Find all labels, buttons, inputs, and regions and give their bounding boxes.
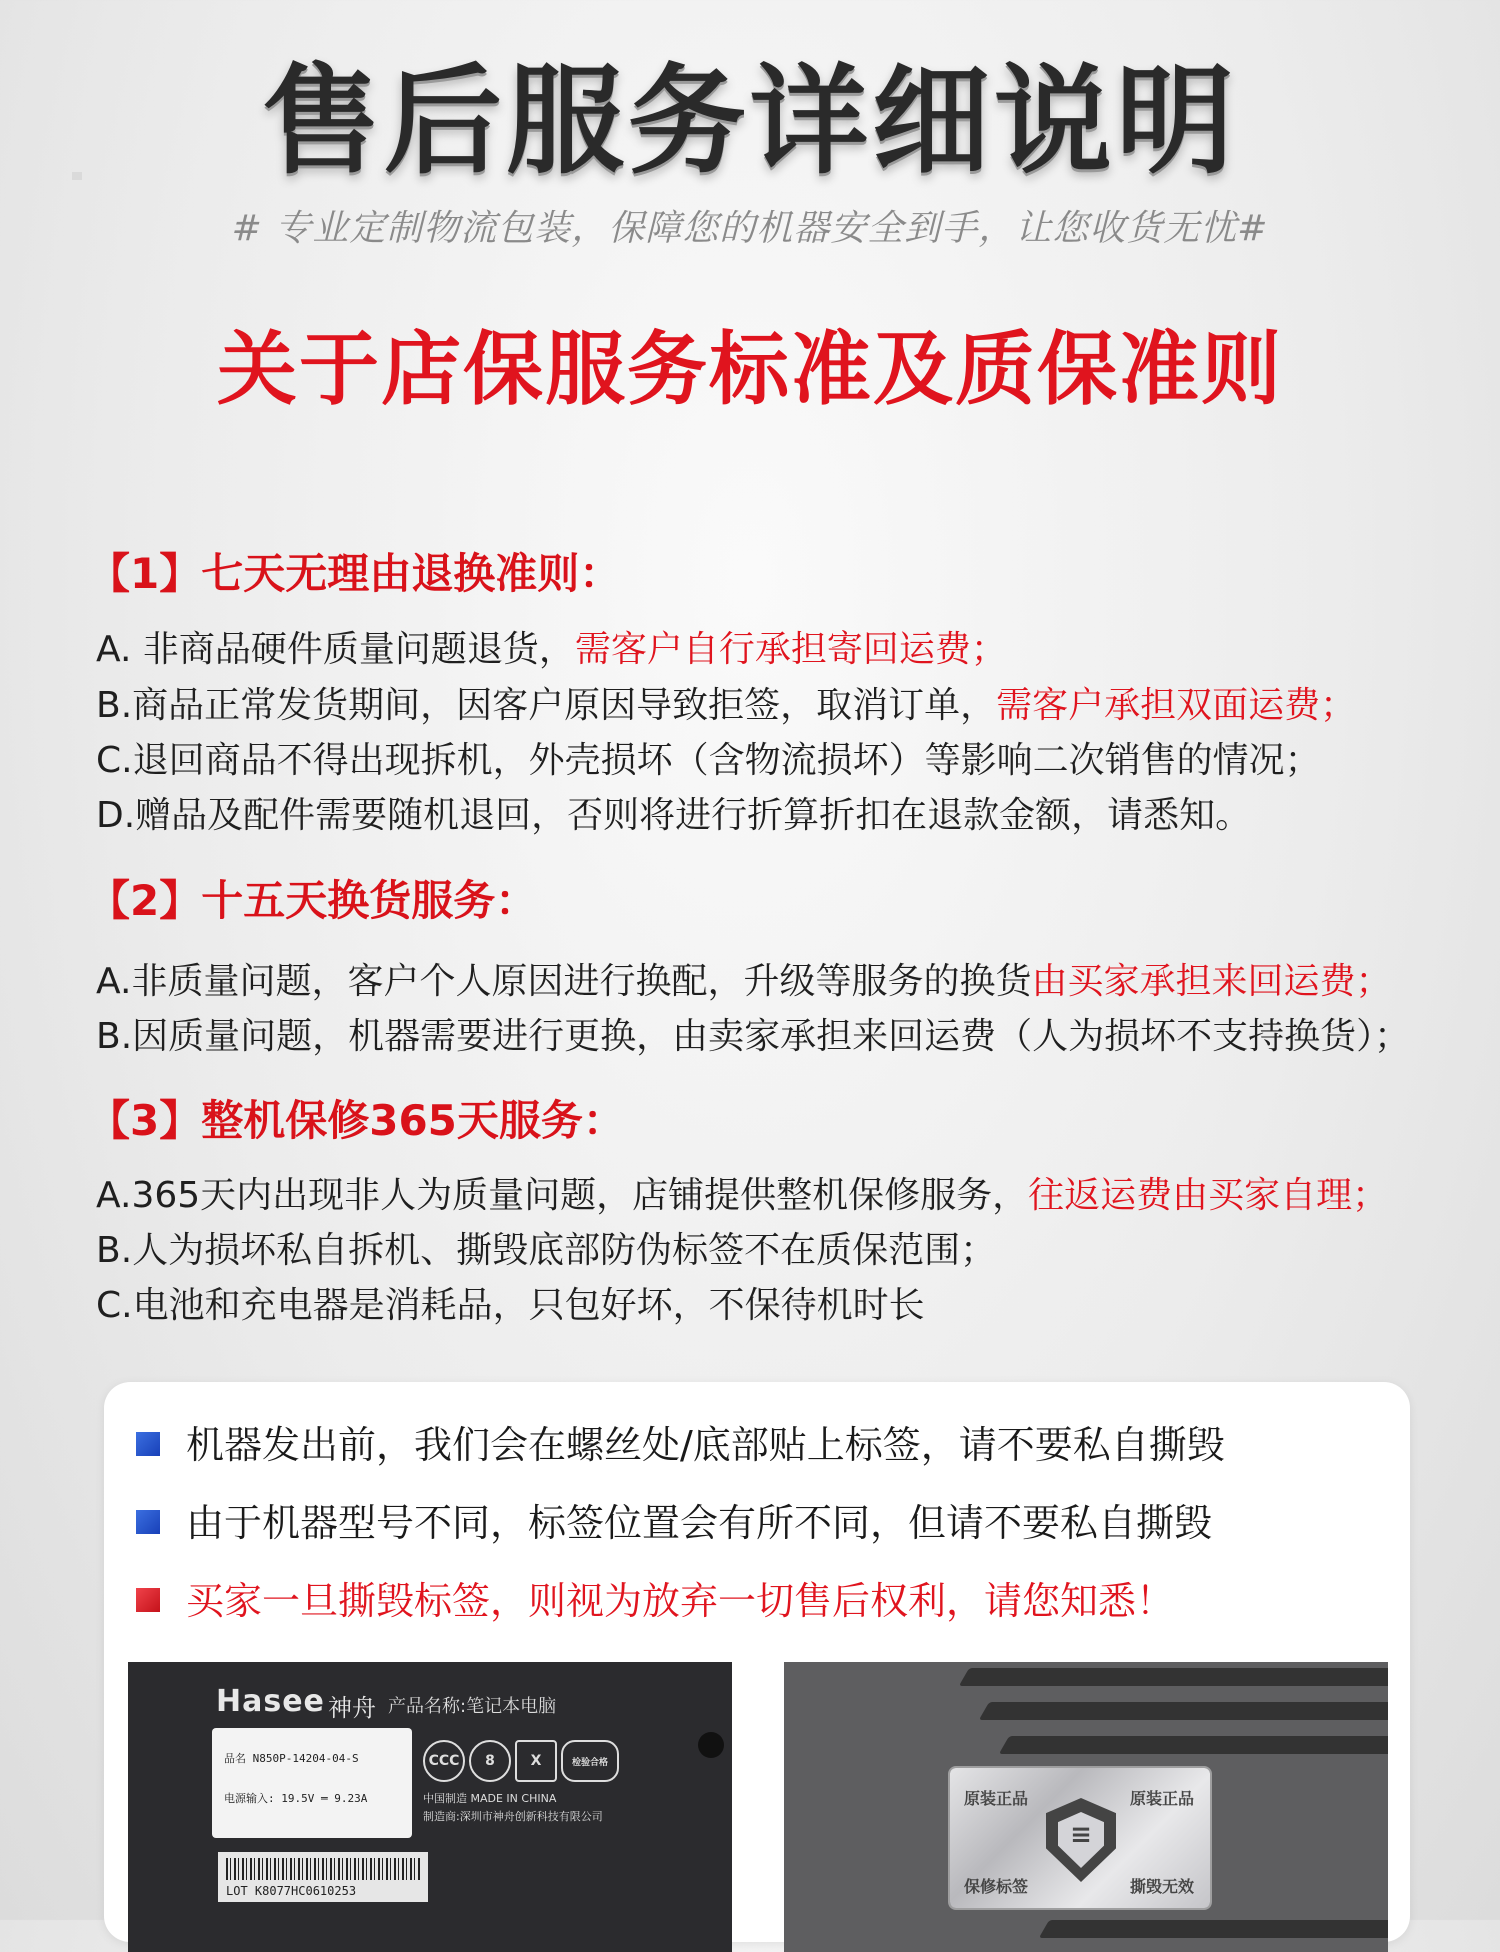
seal-text: 原装正品 [964, 1789, 1029, 1808]
section-3-heading: 【3】整机保修365天服务： [88, 1096, 625, 1145]
line-text: B.人为损坏私自拆机、撕毁底部防伪标签不在质保范围； [96, 1230, 997, 1271]
bullet-text: 机器发出前，我们会在螺丝处/底部贴上标签，请不要私自撕毁 [186, 1423, 1225, 1467]
vent-slot [999, 1736, 1388, 1754]
square-bullet-icon [136, 1432, 160, 1456]
line-highlight: 往返运费由买家自理； [1028, 1175, 1389, 1216]
bullet-text: 由于机器型号不同，标签位置会有所不同，但请不要私自撕毁 [186, 1501, 1213, 1545]
recycle-bin-icon: X [515, 1740, 557, 1782]
vent-slot [959, 1668, 1388, 1686]
section-2-line-b [96, 1016, 1411, 1057]
line-highlight: 需客户自行承担寄回运费； [574, 629, 1007, 670]
section-3-line-b [96, 1230, 997, 1271]
label-notice-card [104, 1382, 1410, 1942]
section-3-line-a [96, 1175, 1389, 1216]
rohs-icon: 8 [469, 1740, 511, 1782]
bullet-text: 买家一旦撕毁标签，则视为放弃一切售后权利，请您知悉！ [186, 1579, 1175, 1623]
vent-slot [979, 1702, 1388, 1720]
brand-logo: Hasee [216, 1684, 325, 1719]
laptop-label-photo [128, 1662, 732, 1952]
seal-text: 撕毁无效 [1130, 1877, 1195, 1896]
manufacturer: 制造商:深圳市神舟创新科技有限公司 [423, 1810, 603, 1823]
line-text: D.赠品及配件需要随机退回，否则将进行折算折扣在退款金额，请悉知。 [96, 795, 1252, 836]
pass-badge-icon: 检验合格 [561, 1740, 619, 1782]
section-3-line-c [96, 1285, 925, 1326]
line-text: B.因质量问题，机器需要进行更换，由卖家承担来回运费（人为损坏不支持换货）； [96, 1016, 1411, 1057]
seal-text: 原装正品 [1130, 1789, 1195, 1808]
barcode-icon [226, 1858, 420, 1880]
brand-cn: 神舟 [328, 1694, 376, 1722]
line-highlight: 需客户承担双面运费； [996, 685, 1357, 726]
section-1-heading: 【1】七天无理由退换准则： [88, 549, 622, 598]
barcode-sticker [218, 1852, 428, 1902]
vent-slot [1039, 1920, 1388, 1938]
page-title: 售后服务详细说明 [261, 52, 1238, 190]
section-1-line-d [96, 795, 1252, 836]
section-1-line-a [96, 629, 1007, 670]
product-line: 产品名称:笔记本电脑 [388, 1696, 557, 1717]
warranty-seal-sticker [950, 1768, 1210, 1908]
notice-bullet-2 [136, 1501, 1213, 1545]
section-2-heading: 【2】十五天换货服务： [88, 876, 538, 925]
certification-strip [423, 1732, 623, 1842]
section-1-line-c [96, 740, 1321, 781]
line-text: A.非质量问题，客户个人原因进行换配，升级等服务的换货 [96, 961, 1032, 1002]
spec-label [212, 1728, 412, 1838]
made-in: 中国制造 MADE IN CHINA [423, 1792, 557, 1805]
spec-power: 电源输入: 19.5V ═ 9.23A [224, 1792, 368, 1805]
ccc-icon: CCC [423, 1740, 465, 1782]
lot-number: LOT K8077HC0610253 [226, 1884, 357, 1898]
screw-hole-icon [698, 1732, 724, 1758]
line-text: C.退回商品不得出现拆机，外壳损坏（含物流损坏）等影响二次销售的情况； [96, 740, 1321, 781]
notice-bullet-3 [136, 1579, 1175, 1623]
line-text: A. 非商品硬件质量问题退货， [96, 629, 575, 670]
seal-text: 保修标签 [964, 1877, 1029, 1896]
square-bullet-icon [136, 1510, 160, 1534]
line-text: C.电池和充电器是消耗品，只包好坏，不保待机时长 [96, 1285, 925, 1326]
section-2-line-a [96, 961, 1392, 1002]
section-title: 关于店保服务标准及质保准则 [217, 323, 1283, 416]
notice-bullet-1 [136, 1423, 1225, 1467]
line-highlight: 由买家承担来回运费； [1031, 961, 1392, 1002]
line-text: A.365天内出现非人为质量问题，店铺提供整机保修服务， [96, 1175, 1029, 1216]
warranty-seal-photo [784, 1662, 1388, 1952]
square-bullet-icon [136, 1588, 160, 1612]
section-1-line-b [96, 685, 1357, 726]
page-subtitle: # 专业定制物流包装，保障您的机器安全到手，让您收货无忧# [231, 208, 1269, 249]
shield-glyph: ≡ [1070, 1820, 1092, 1850]
line-text: B.商品正常发货期间，因客户原因导致拒签，取消订单， [96, 685, 997, 726]
spec-model: 品名 N850P-14204-04-S [224, 1752, 359, 1765]
